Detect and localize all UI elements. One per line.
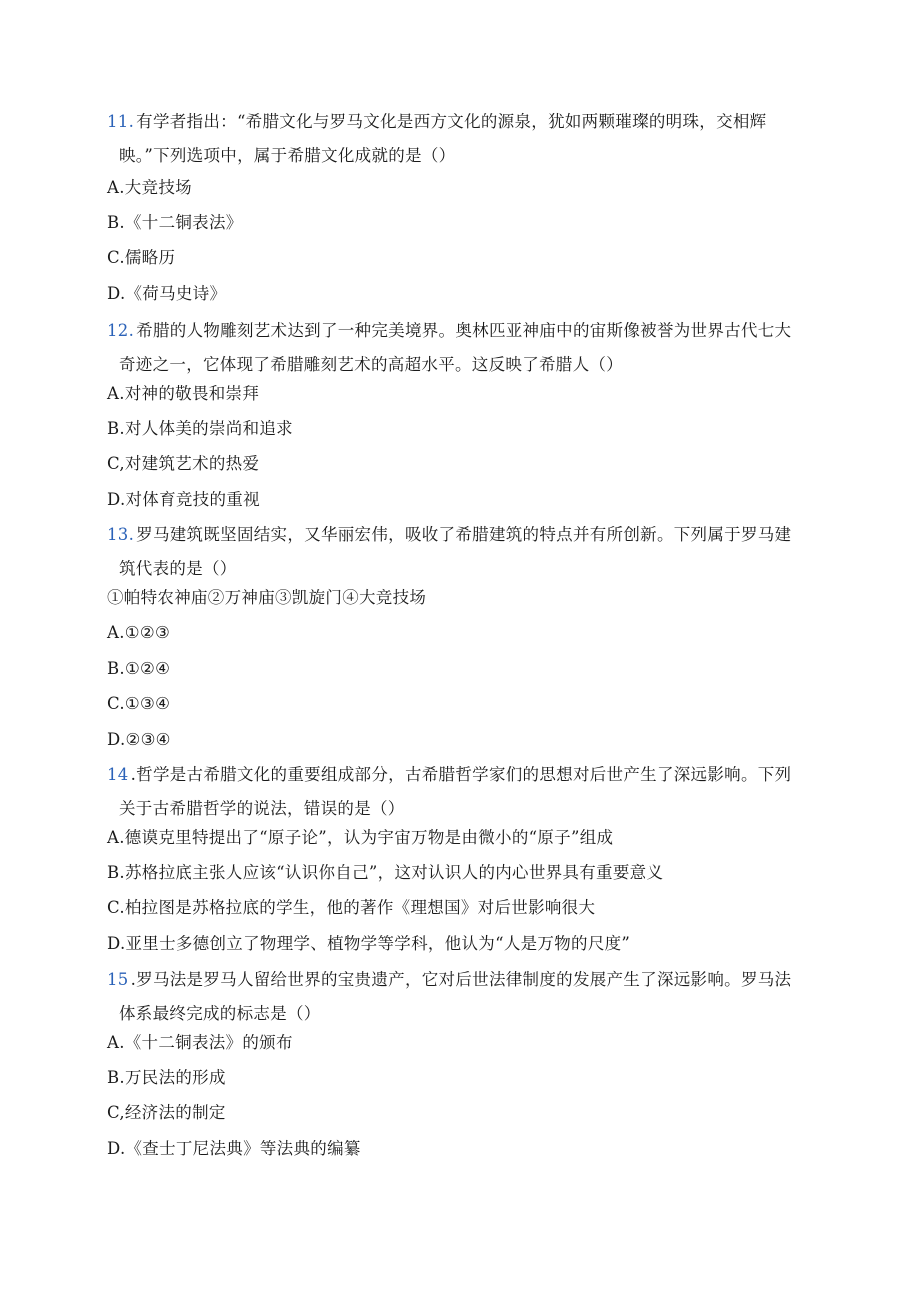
option-a: A.①②③ <box>107 623 171 642</box>
option-d: D.②③④ <box>107 730 171 749</box>
question-13-items: ①帕特农神庙②万神庙③凯旋门④大竞技场 <box>107 588 427 607</box>
option-c: C.①③④ <box>107 694 171 713</box>
question-text: 罗马建筑既坚固结实，又华丽宏伟，吸收了希腊建筑的特点并有所创新。下列属于罗马建 <box>136 525 792 544</box>
option-b: B.对人体美的崇尚和追求 <box>107 419 293 438</box>
question-number: 11. <box>107 112 135 131</box>
option-c: C.柏拉图是苏格拉底的学生，他的著作《理想国》对后世影响很大 <box>107 898 596 917</box>
question-text: 有学者指出：“希腊文化与罗马文化是西方文化的源泉，犹如两颗璀璨的明珠，交相辉 <box>136 112 767 131</box>
question-text: 希腊的人物雕刻艺术达到了一种完美境界。奥林匹亚神庙中的宙斯像被誉为世界古代七大 <box>136 321 792 340</box>
option-a: A.德谟克里特提出了“原子论”，认为宇宙万物是由微小的“原子”组成 <box>107 828 614 847</box>
option-a: A.对神的敬畏和崇拜 <box>107 384 260 403</box>
option-a: A.《十二铜表法》的颁布 <box>107 1033 293 1052</box>
question-text-continued: 筑代表的是（） <box>119 559 237 578</box>
option-d: D.亚里士多德创立了物理学、植物学等学科，他认为“人是万物的尺度” <box>107 934 631 953</box>
option-b: B.《十二铜表法》 <box>107 213 243 232</box>
question-15-stem <box>107 963 807 1031</box>
option-b: B.苏格拉底主张人应该“认识你自己”，这对认识人的内心世界具有重要意义 <box>107 863 664 882</box>
option-b: B.万民法的形成 <box>107 1068 226 1087</box>
option-d: D.对体育竞技的重视 <box>107 490 260 509</box>
question-number: 13. <box>107 525 135 544</box>
question-text-continued: 体系最终完成的标志是（） <box>119 1004 321 1023</box>
option-c: C,经济法的制定 <box>107 1103 226 1122</box>
question-number: 15 <box>107 970 129 989</box>
question-12-stem <box>107 314 807 382</box>
question-text-continued: 关于古希腊哲学的说法，错误的是（） <box>119 799 405 818</box>
question-text: .哲学是古希腊文化的重要组成部分，古希腊哲学家们的思想对后世产生了深远影响。下列 <box>130 765 792 784</box>
question-text: .罗马法是罗马人留给世界的宝贵遗产，它对后世法律制度的发展产生了深远影响。罗马法 <box>130 970 792 989</box>
question-13-stem <box>107 518 807 586</box>
option-d: D.《查士丁尼法典》等法典的编纂 <box>107 1139 361 1158</box>
question-text-continued: 奇迹之一，它体现了希腊雕刻艺术的高超水平。这反映了希腊人（） <box>119 355 623 374</box>
option-a: A.大竞技场 <box>107 178 192 197</box>
option-b: B.①②④ <box>107 659 171 678</box>
question-number: 12. <box>107 321 135 340</box>
question-number: 14 <box>107 765 129 784</box>
question-14-stem <box>107 758 807 826</box>
question-text-continued: 映。”下列选项中，属于希腊文化成就的是（） <box>119 146 456 165</box>
option-d: D.《荷马史诗》 <box>107 284 227 303</box>
option-c: C.儒略历 <box>107 248 176 267</box>
option-c: C,对建筑艺术的热爱 <box>107 454 260 473</box>
question-11-stem <box>107 105 807 173</box>
